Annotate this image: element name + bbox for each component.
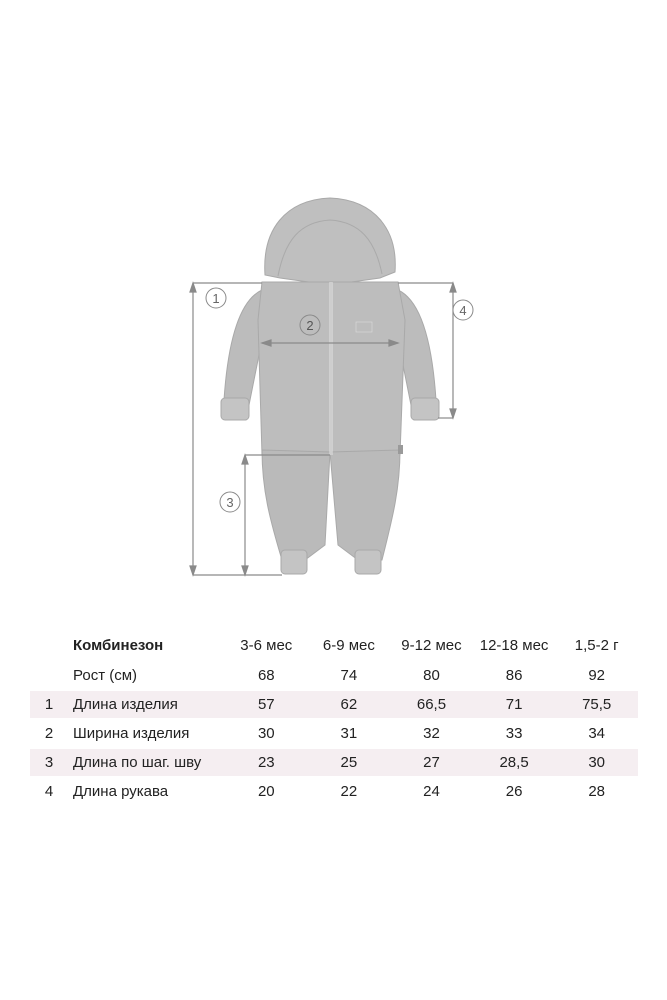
table-header-row (30, 630, 638, 661)
row-value: 24 (390, 777, 473, 805)
size-table (30, 630, 638, 805)
row-value: 92 (555, 661, 638, 690)
row-number: 4 (30, 777, 68, 805)
row-label: Рост (см) (68, 661, 225, 690)
marker-3 (220, 492, 240, 512)
row-value: 31 (308, 719, 391, 748)
row-value: 32 (390, 719, 473, 748)
row-value: 28,5 (473, 748, 556, 777)
row-value: 23 (225, 748, 308, 777)
table-row (30, 777, 638, 805)
row-value: 27 (390, 748, 473, 777)
row-value: 80 (390, 661, 473, 690)
table-row (30, 661, 638, 690)
table-row (30, 690, 638, 719)
row-label: Длина по шаг. шву (68, 748, 225, 777)
row-value: 57 (225, 690, 308, 719)
size-header-4: 1,5-2 г (574, 636, 619, 654)
row-value: 75,5 (555, 690, 638, 719)
row-value: 28 (555, 777, 638, 805)
marker-4 (453, 300, 473, 320)
svg-text:4: 4 (459, 303, 467, 318)
row-value: 62 (308, 690, 391, 719)
row-value: 66,5 (390, 690, 473, 719)
size-header-2: 9-12 мес (401, 636, 462, 654)
row-value: 33 (473, 719, 556, 748)
row-value: 25 (308, 748, 391, 777)
row-value: 68 (225, 661, 308, 690)
row-number: 1 (30, 690, 68, 719)
row-value: 86 (473, 661, 556, 690)
table-row (30, 748, 638, 777)
jumpsuit-figure (221, 198, 439, 574)
row-value: 74 (308, 661, 391, 690)
row-number: 3 (30, 748, 68, 777)
svg-text:2: 2 (306, 318, 314, 333)
row-value: 22 (308, 777, 391, 805)
row-value: 20 (225, 777, 308, 805)
row-value: 30 (225, 719, 308, 748)
size-header-3: 12-18 мес (479, 636, 549, 654)
svg-text:3: 3 (226, 495, 234, 510)
marker-2 (300, 315, 320, 335)
row-number: 2 (30, 719, 68, 748)
row-label: Ширина изделия (68, 719, 225, 748)
row-label: Длина изделия (68, 690, 225, 719)
row-value: 71 (473, 690, 556, 719)
table-title: Комбинезон (73, 636, 164, 654)
row-value: 30 (555, 748, 638, 777)
svg-text:1: 1 (212, 291, 220, 306)
row-number (30, 661, 68, 690)
marker-1 (206, 288, 226, 308)
size-header-1: 6-9 мес (322, 636, 375, 654)
row-label: Длина рукава (68, 777, 225, 805)
size-header-0: 3-6 мес (240, 636, 293, 654)
row-value: 34 (555, 719, 638, 748)
row-value: 26 (473, 777, 556, 805)
table-row (30, 719, 638, 748)
header-num-cell (30, 630, 68, 661)
